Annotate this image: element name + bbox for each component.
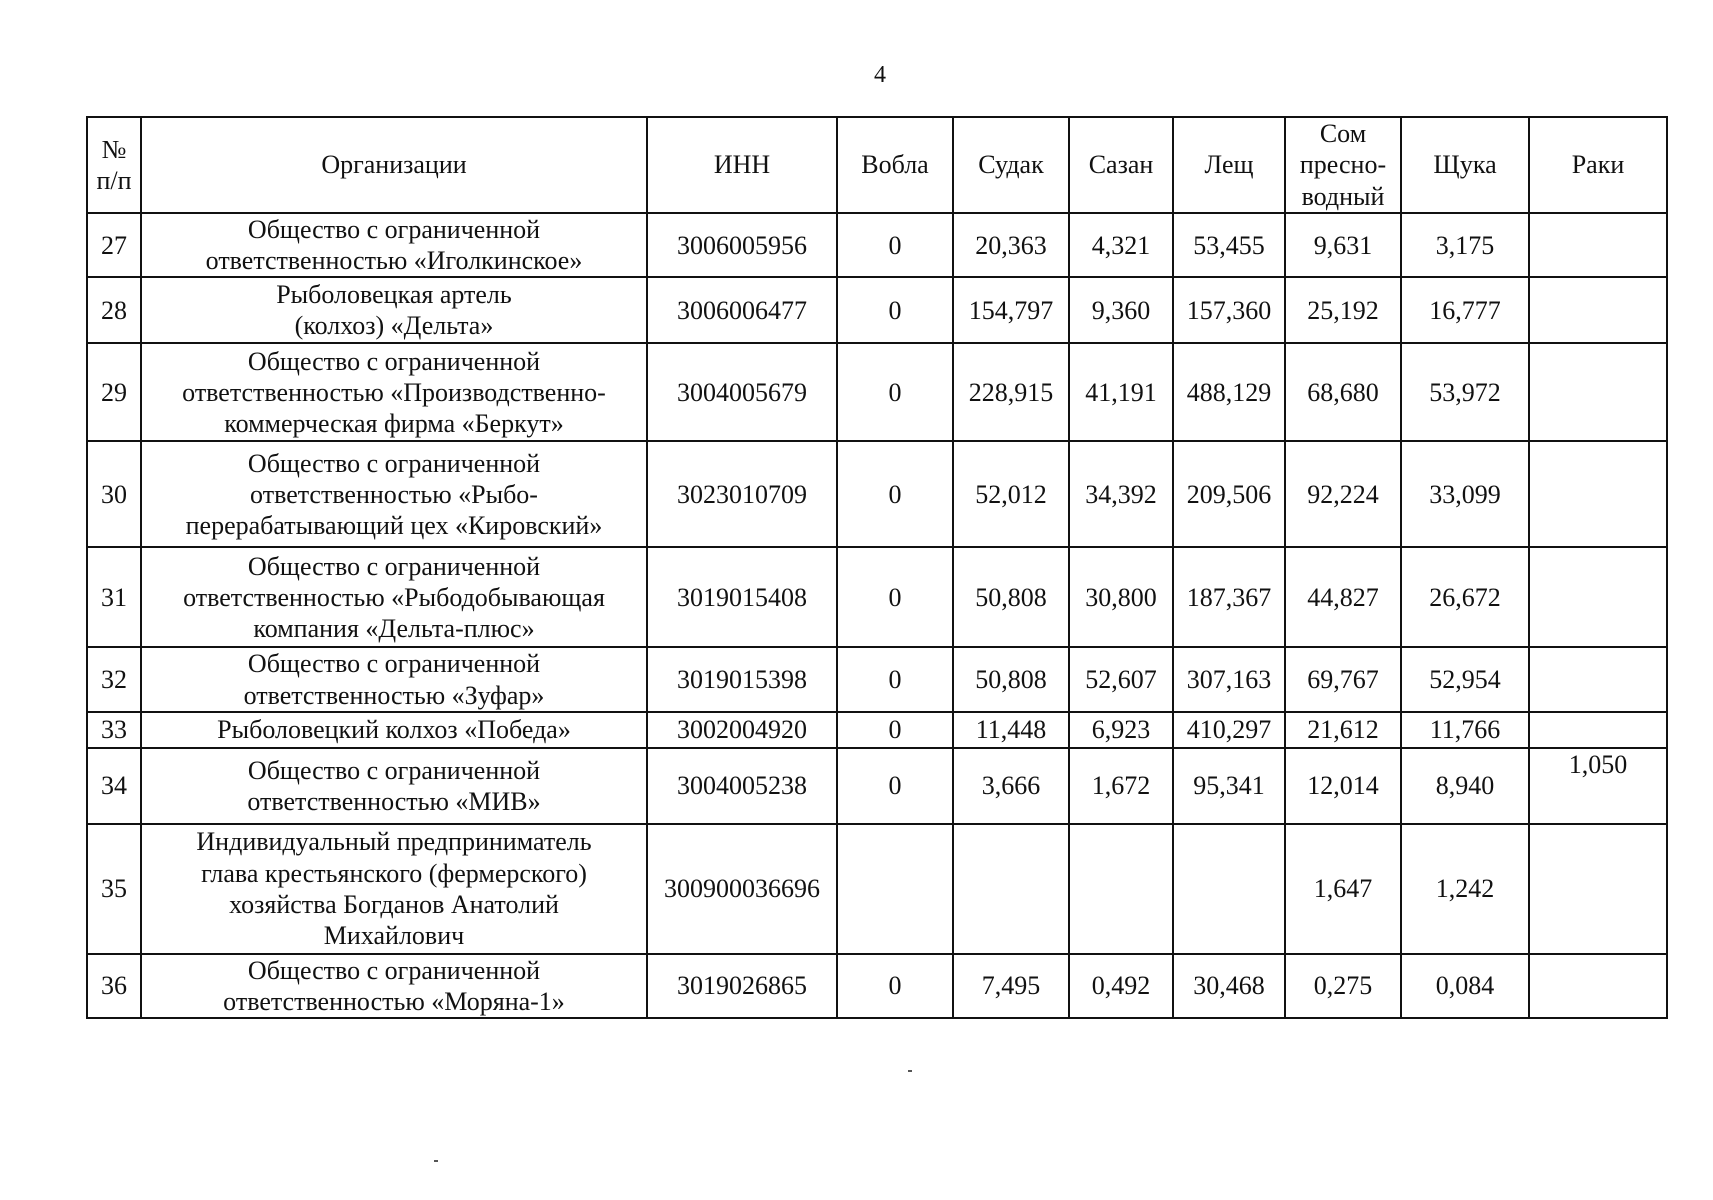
cell-raki (1529, 547, 1667, 647)
cell-inn: 3023010709 (647, 441, 837, 547)
cell-vobla: 0 (837, 954, 953, 1018)
cell-schuka: 53,972 (1401, 343, 1529, 441)
header-row (87, 117, 1667, 213)
cell-lesch: 410,297 (1173, 712, 1285, 748)
header-num: № п/п (87, 117, 141, 213)
cell-organization: Общество с ограниченной ответственностью «Производственно- коммерческая фирма «Беркут» (141, 343, 647, 441)
cell-num: 34 (87, 748, 141, 824)
cell-lesch: 307,163 (1173, 647, 1285, 711)
cell-sazan: 34,392 (1069, 441, 1173, 547)
table-row (87, 277, 1667, 343)
cell-sazan (1069, 824, 1173, 954)
cell-num: 32 (87, 647, 141, 711)
scan-speck (434, 1160, 438, 1162)
cell-inn: 3004005679 (647, 343, 837, 441)
cell-organization: Общество с ограниченной ответственностью «Моряна-1» (141, 954, 647, 1018)
header-lesch: Лещ (1173, 117, 1285, 213)
cell-inn: 3019026865 (647, 954, 837, 1018)
cell-lesch: 488,129 (1173, 343, 1285, 441)
cell-num: 35 (87, 824, 141, 954)
table-row (87, 343, 1667, 441)
quota-table (86, 116, 1668, 1019)
cell-raki (1529, 712, 1667, 748)
cell-vobla: 0 (837, 343, 953, 441)
cell-lesch: 157,360 (1173, 277, 1285, 343)
header-organization: Организации (141, 117, 647, 213)
cell-raki (1529, 213, 1667, 277)
cell-sazan: 6,923 (1069, 712, 1173, 748)
cell-inn: 3002004920 (647, 712, 837, 748)
table-row (87, 824, 1667, 954)
cell-som: 0,275 (1285, 954, 1401, 1018)
cell-organization: Рыболовецкая артель (колхоз) «Дельта» (141, 277, 647, 343)
cell-inn: 3019015398 (647, 647, 837, 711)
cell-som: 25,192 (1285, 277, 1401, 343)
cell-inn: 3006006477 (647, 277, 837, 343)
header-schuka: Щука (1401, 117, 1529, 213)
cell-sazan: 1,672 (1069, 748, 1173, 824)
cell-sudak: 154,797 (953, 277, 1069, 343)
table-row (87, 954, 1667, 1018)
cell-sazan: 30,800 (1069, 547, 1173, 647)
cell-vobla: 0 (837, 712, 953, 748)
cell-sudak: 7,495 (953, 954, 1069, 1018)
cell-num: 27 (87, 213, 141, 277)
cell-raki (1529, 954, 1667, 1018)
cell-sudak (953, 824, 1069, 954)
cell-lesch: 30,468 (1173, 954, 1285, 1018)
cell-num: 30 (87, 441, 141, 547)
cell-vobla: 0 (837, 213, 953, 277)
cell-som: 1,647 (1285, 824, 1401, 954)
cell-organization: Общество с ограниченной ответственностью «Рыбодобывающая компания «Дельта-плюс» (141, 547, 647, 647)
table-row (87, 547, 1667, 647)
cell-lesch: 209,506 (1173, 441, 1285, 547)
cell-organization: Общество с ограниченной ответственностью «Зуфар» (141, 647, 647, 711)
cell-schuka: 8,940 (1401, 748, 1529, 824)
cell-raki (1529, 441, 1667, 547)
cell-som: 68,680 (1285, 343, 1401, 441)
cell-schuka: 26,672 (1401, 547, 1529, 647)
cell-inn: 300900036696 (647, 824, 837, 954)
header-inn: ИНН (647, 117, 837, 213)
cell-sudak: 228,915 (953, 343, 1069, 441)
cell-lesch (1173, 824, 1285, 954)
cell-num: 36 (87, 954, 141, 1018)
cell-schuka: 3,175 (1401, 213, 1529, 277)
page-number: 4 (874, 62, 886, 88)
cell-sazan: 4,321 (1069, 213, 1173, 277)
cell-lesch: 53,455 (1173, 213, 1285, 277)
cell-som: 44,827 (1285, 547, 1401, 647)
cell-inn: 3006005956 (647, 213, 837, 277)
cell-raki (1529, 277, 1667, 343)
cell-vobla (837, 824, 953, 954)
cell-sudak: 50,808 (953, 647, 1069, 711)
cell-schuka: 11,766 (1401, 712, 1529, 748)
cell-som: 12,014 (1285, 748, 1401, 824)
cell-sudak: 3,666 (953, 748, 1069, 824)
cell-vobla: 0 (837, 647, 953, 711)
cell-organization: Общество с ограниченной ответственностью «МИВ» (141, 748, 647, 824)
cell-vobla: 0 (837, 277, 953, 343)
table-row (87, 712, 1667, 748)
scan-speck (908, 1070, 912, 1072)
cell-lesch: 95,341 (1173, 748, 1285, 824)
cell-vobla: 0 (837, 748, 953, 824)
cell-raki (1529, 647, 1667, 711)
table-row (87, 213, 1667, 277)
cell-raki (1529, 824, 1667, 954)
table-row (87, 748, 1667, 824)
cell-num: 33 (87, 712, 141, 748)
cell-som: 92,224 (1285, 441, 1401, 547)
cell-num: 31 (87, 547, 141, 647)
cell-raki: 1,050 (1529, 748, 1667, 824)
cell-inn: 3019015408 (647, 547, 837, 647)
header-sudak: Судак (953, 117, 1069, 213)
table-row (87, 647, 1667, 711)
cell-sudak: 52,012 (953, 441, 1069, 547)
cell-sazan: 0,492 (1069, 954, 1173, 1018)
cell-organization: Рыболовецкий колхоз «Победа» (141, 712, 647, 748)
cell-schuka: 0,084 (1401, 954, 1529, 1018)
cell-num: 28 (87, 277, 141, 343)
cell-organization: Общество с ограниченной ответственностью «Иголкинское» (141, 213, 647, 277)
header-som: Сом пресно- водный (1285, 117, 1401, 213)
cell-schuka: 52,954 (1401, 647, 1529, 711)
table-row (87, 441, 1667, 547)
cell-schuka: 1,242 (1401, 824, 1529, 954)
cell-vobla: 0 (837, 547, 953, 647)
cell-som: 21,612 (1285, 712, 1401, 748)
cell-organization: Общество с ограниченной ответственностью «Рыбо- перерабатывающий цех «Кировский» (141, 441, 647, 547)
cell-schuka: 16,777 (1401, 277, 1529, 343)
cell-vobla: 0 (837, 441, 953, 547)
cell-num: 29 (87, 343, 141, 441)
cell-sudak: 11,448 (953, 712, 1069, 748)
header-vobla: Вобла (837, 117, 953, 213)
header-raki: Раки (1529, 117, 1667, 213)
cell-som: 69,767 (1285, 647, 1401, 711)
cell-raki (1529, 343, 1667, 441)
cell-sazan: 41,191 (1069, 343, 1173, 441)
cell-schuka: 33,099 (1401, 441, 1529, 547)
header-sazan: Сазан (1069, 117, 1173, 213)
cell-sazan: 9,360 (1069, 277, 1173, 343)
cell-lesch: 187,367 (1173, 547, 1285, 647)
cell-sudak: 20,363 (953, 213, 1069, 277)
cell-inn: 3004005238 (647, 748, 837, 824)
cell-sudak: 50,808 (953, 547, 1069, 647)
cell-organization: Индивидуальный предприниматель глава крестьянского (фермерского) хозяйства Богданов Анатолий Михайлович (141, 824, 647, 954)
cell-sazan: 52,607 (1069, 647, 1173, 711)
cell-som: 9,631 (1285, 213, 1401, 277)
